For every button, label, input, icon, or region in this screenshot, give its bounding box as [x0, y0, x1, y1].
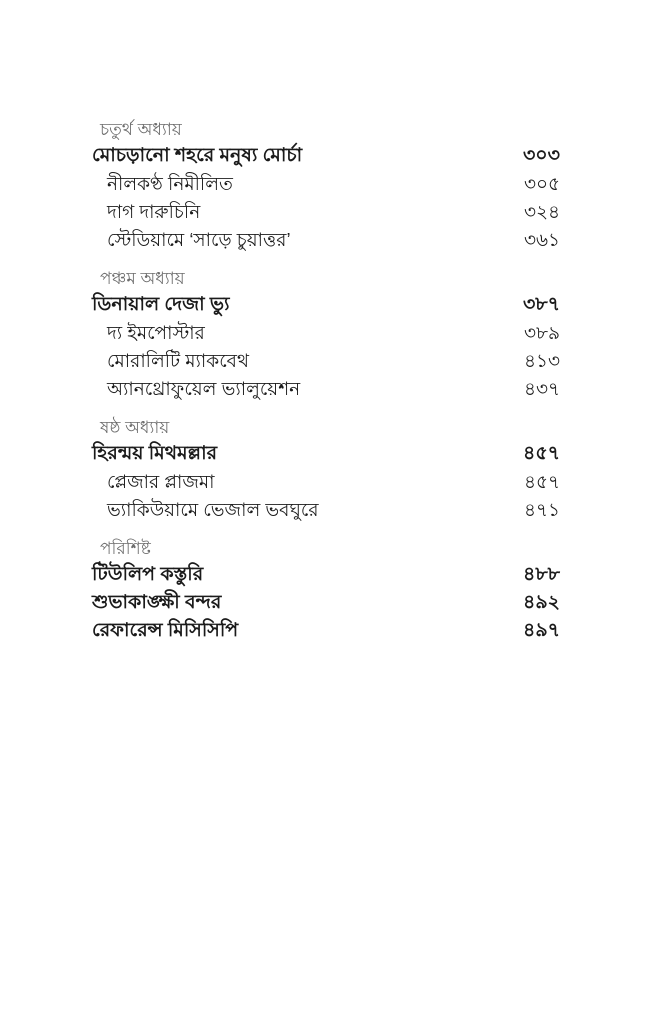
toc-entry-title: নীলকণ্ঠ নিমীলিত — [107, 173, 233, 194]
toc-entry — [92, 291, 560, 319]
toc-entry-title: প্লেজার প্লাজমা — [107, 471, 215, 492]
toc-section-chapter-6 — [92, 416, 560, 524]
toc-entry-title: রেফারেন্স মিসিসিপি — [92, 620, 239, 641]
toc-entry-page-number: ৩৬১ — [523, 229, 560, 250]
toc-entry — [92, 440, 560, 468]
toc-entry-title: মোচড়ানো শহরে মনুষ্য মোর্চা — [92, 145, 303, 166]
toc-entry — [92, 496, 560, 524]
chapter-heading: পরিশিষ্ট — [100, 539, 151, 558]
toc-entry — [92, 319, 560, 347]
toc-entry — [92, 347, 560, 375]
toc-entry-title: অ্যানথ্রোফুয়েল ভ্যালুয়েশন — [107, 378, 301, 399]
toc-entry-page-number: ৪৩৭ — [523, 378, 560, 399]
chapter-heading: ষষ্ঠ অধ্যায় — [100, 418, 170, 437]
toc-entry-page-number: ৪৫৭ — [523, 471, 560, 492]
toc-entry — [92, 142, 560, 170]
toc-entry-title: ভ্যাকিউয়ামে ভেজাল ভবঘুরে — [107, 499, 319, 520]
toc-section-chapter-5 — [92, 267, 560, 403]
toc-entry-page-number: ৪৯২ — [522, 592, 560, 613]
toc-entry — [92, 617, 560, 645]
toc-section-chapter-4 — [92, 118, 560, 254]
toc-entry-title: মোরালিটি ম্যাকবেথ — [107, 350, 249, 371]
toc-entry-title: স্টেডিয়ামে ‘সাড়ে চুয়াত্তর’ — [107, 229, 291, 250]
toc-entry-page-number: ৪৫৭ — [522, 443, 560, 464]
toc-entry — [92, 226, 560, 254]
toc-entry-page-number: ৪৯৭ — [522, 620, 560, 641]
toc-entry-title: শুভাকাঙ্ক্ষী বন্দর — [92, 592, 222, 613]
toc-entry-page-number: ৩০৩ — [522, 145, 560, 166]
toc-entry-title: টিউলিপ কস্তুরি — [92, 564, 204, 585]
toc-entry-page-number: ৩০৫ — [523, 173, 560, 194]
table-of-contents — [92, 118, 560, 645]
toc-entry-title: হিরন্ময় মিথমল্লার — [92, 443, 218, 464]
chapter-heading: চতুর্থ অধ্যায় — [100, 120, 182, 139]
toc-entry-page-number: ৩২৪ — [523, 201, 560, 222]
toc-entry — [92, 561, 560, 589]
toc-entry — [92, 375, 560, 403]
toc-entry-page-number: ৪৮৮ — [523, 564, 560, 585]
toc-entry — [92, 589, 560, 617]
toc-entry — [92, 468, 560, 496]
toc-entry-title: দ্য ইমপোস্টার — [107, 322, 205, 343]
toc-section-appendix — [92, 537, 560, 645]
toc-entry-title: ডিনায়াল দেজা ভ্যু — [92, 294, 230, 315]
chapter-heading: পঞ্চম অধ্যায় — [100, 269, 185, 288]
toc-entry — [92, 170, 560, 198]
toc-entry-page-number: ৪৭১ — [523, 499, 560, 520]
toc-entry-title: দাগ দারুচিনি — [107, 201, 201, 222]
toc-entry-page-number: ৪১৩ — [523, 350, 560, 371]
toc-entry-page-number: ৩৮৭ — [522, 294, 560, 315]
toc-entry-page-number: ৩৮৯ — [523, 322, 560, 343]
toc-entry — [92, 198, 560, 226]
